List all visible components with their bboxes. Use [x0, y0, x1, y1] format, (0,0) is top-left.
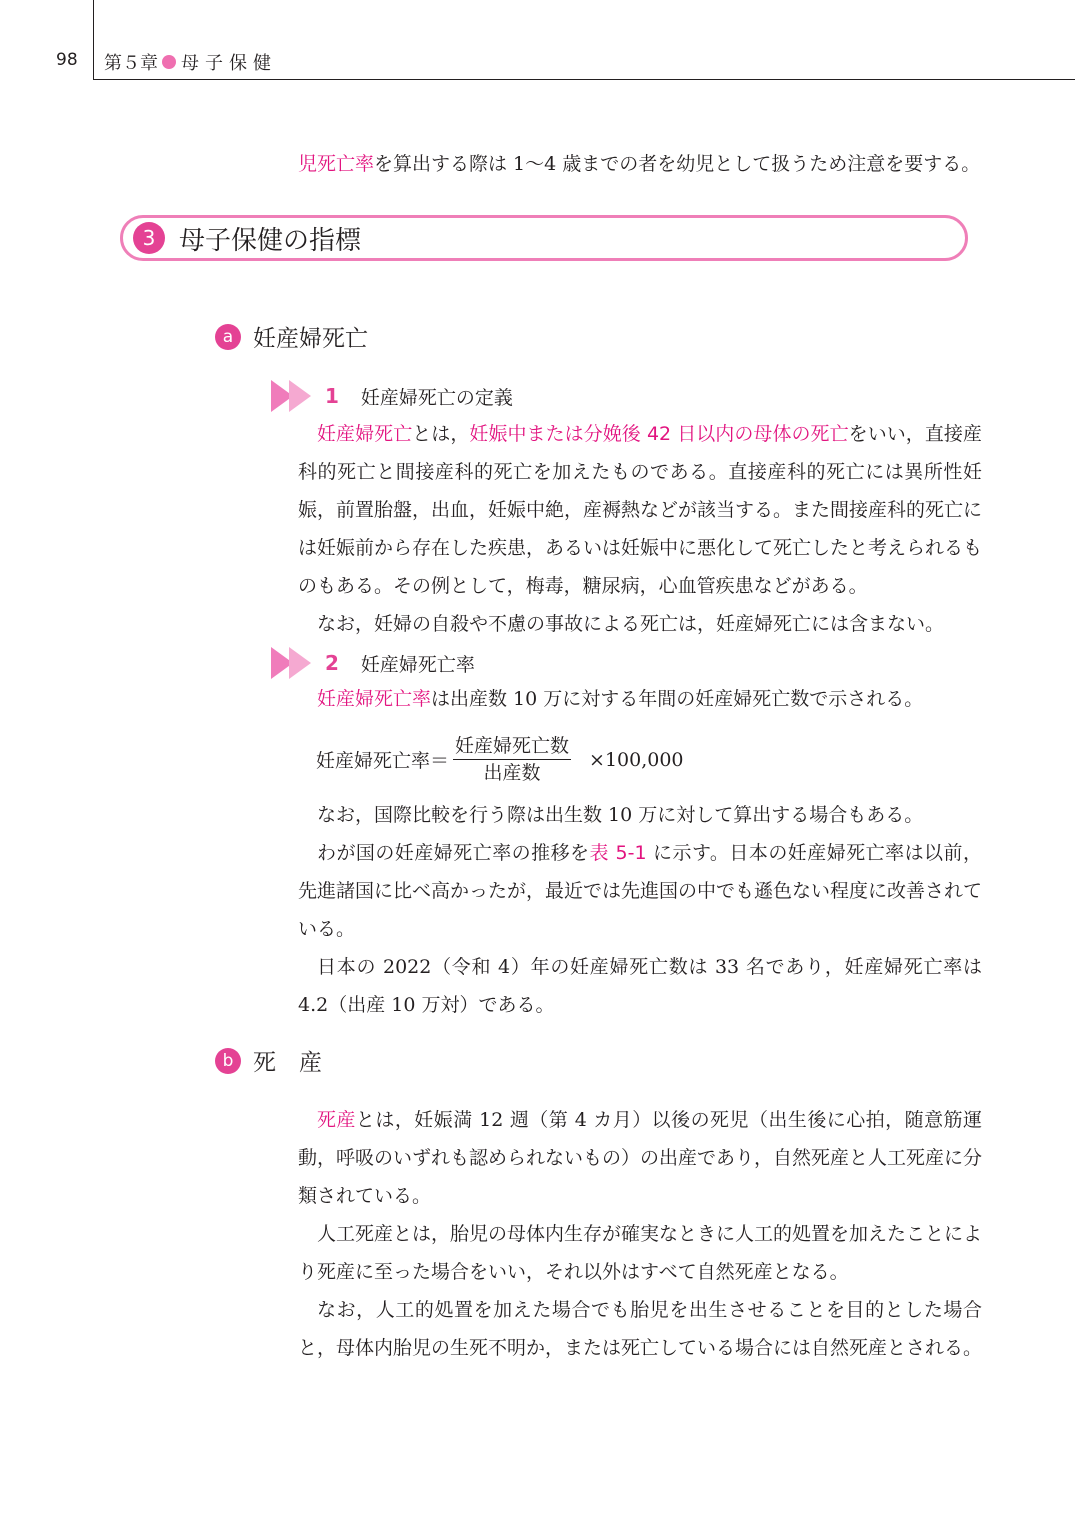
- comparison-paragraph: なお，国際比較を行う際は出生数 10 万に対して算出する場合もある。: [317, 804, 924, 826]
- header-divider-vertical: [93, 0, 94, 80]
- term-highlight: 児死亡率: [298, 153, 375, 175]
- formula-numerator: 妊産婦死亡数: [453, 734, 571, 760]
- definition-paragraph: 妊産婦死亡とは，妊娠中または分娩後 42 日以内の母体の死亡をいい，直接産科的死亡と間接産科的死亡を加えたものである。直接産科的死亡には異所性妊娠，前置胎盤，出血，妊娠中絶，産褥熱などが該当する。また間接産科的死亡には妊娠前から存在した疾患，あるいは妊娠中に悪化して死亡したと考えられるものもある。その例として，梅毒，糖尿病，心血管疾患などがある。: [298, 423, 983, 597]
- bullet-dot-icon: [162, 55, 176, 69]
- subsection-letter-badge: b: [215, 1048, 241, 1074]
- section-title: 母子保健の指標: [179, 225, 362, 256]
- formula-multiplier: ×100,000: [589, 748, 684, 771]
- header-divider-horizontal: [93, 79, 1075, 80]
- double-arrow-icon: [271, 647, 313, 679]
- subsection-title: 妊産婦死亡: [253, 326, 368, 352]
- heading-number: 1: [325, 384, 339, 408]
- running-header: [104, 49, 277, 75]
- rate-formula: [316, 734, 684, 785]
- section-number-badge: 3: [133, 222, 165, 254]
- table-reference-link[interactable]: 表 5-1: [589, 842, 647, 864]
- heading-title: 妊産婦死亡の定義: [360, 386, 513, 409]
- intro-paragraph: 児死亡率を算出する際は 1～4 歳までの者を幼児として扱うため注意を要する。: [298, 153, 981, 175]
- page-number: 98: [56, 50, 78, 70]
- heading-title: 妊産婦死亡率: [360, 653, 475, 676]
- chapter-label: 第５章: [104, 53, 158, 74]
- double-arrow-icon: [271, 380, 313, 412]
- formula-denominator: 出産数: [483, 762, 541, 784]
- section-heading: [120, 215, 968, 261]
- subsection-heading-a: [215, 320, 368, 353]
- artificial-stillbirth-paragraph: 人工死産とは，胎児の母体内生存が確実なときに人工的処置を加えたことにより死産に至った場合をいい，それ以外はすべて自然死産となる。: [298, 1223, 983, 1283]
- numbered-heading-1: [271, 380, 513, 412]
- stillbirth-definition-paragraph: 死産とは，妊娠満 12 週（第 4 カ月）以後の死児（出生後に心拍，随意筋運動，呼吸のいずれも認められないもの）の出産であり，自然死産と人工死産に分類されている。: [298, 1109, 983, 1207]
- natural-stillbirth-paragraph: なお，人工的処置を加えた場合でも胎児を出生させることを目的とした場合と，母体内胎児の生死不明か，または死亡している場合には自然死産とされる。: [298, 1299, 983, 1359]
- formula-lhs: 妊産婦死亡率＝: [316, 750, 450, 772]
- formula-fraction: [453, 734, 571, 785]
- statistics-paragraph: 日本の 2022（令和 4）年の妊産婦死亡数は 33 名であり，妊産婦死亡率は 4.2（出産 10 万対）である。: [298, 956, 982, 1016]
- subsection-heading-b: [215, 1044, 322, 1077]
- trend-paragraph: わが国の妊産婦死亡率の推移を表 5-1 に示す。日本の妊産婦死亡率は以前，先進諸国に比べ高かったが，最近では先進国の中でも遜色ない程度に改善されている。: [298, 842, 983, 940]
- subsection-title: 死 産: [253, 1050, 322, 1076]
- rate-paragraph: 妊産婦死亡率は出産数 10 万に対する年間の妊産婦死亡数で示される。: [317, 688, 924, 710]
- chapter-title: 母子保健: [181, 53, 277, 74]
- subsection-letter-badge: a: [215, 324, 241, 350]
- numbered-heading-2: [271, 647, 475, 679]
- heading-number: 2: [325, 651, 339, 675]
- note-paragraph: なお，妊婦の自殺や不慮の事故による死亡は，妊産婦死亡には含まない。: [317, 613, 945, 635]
